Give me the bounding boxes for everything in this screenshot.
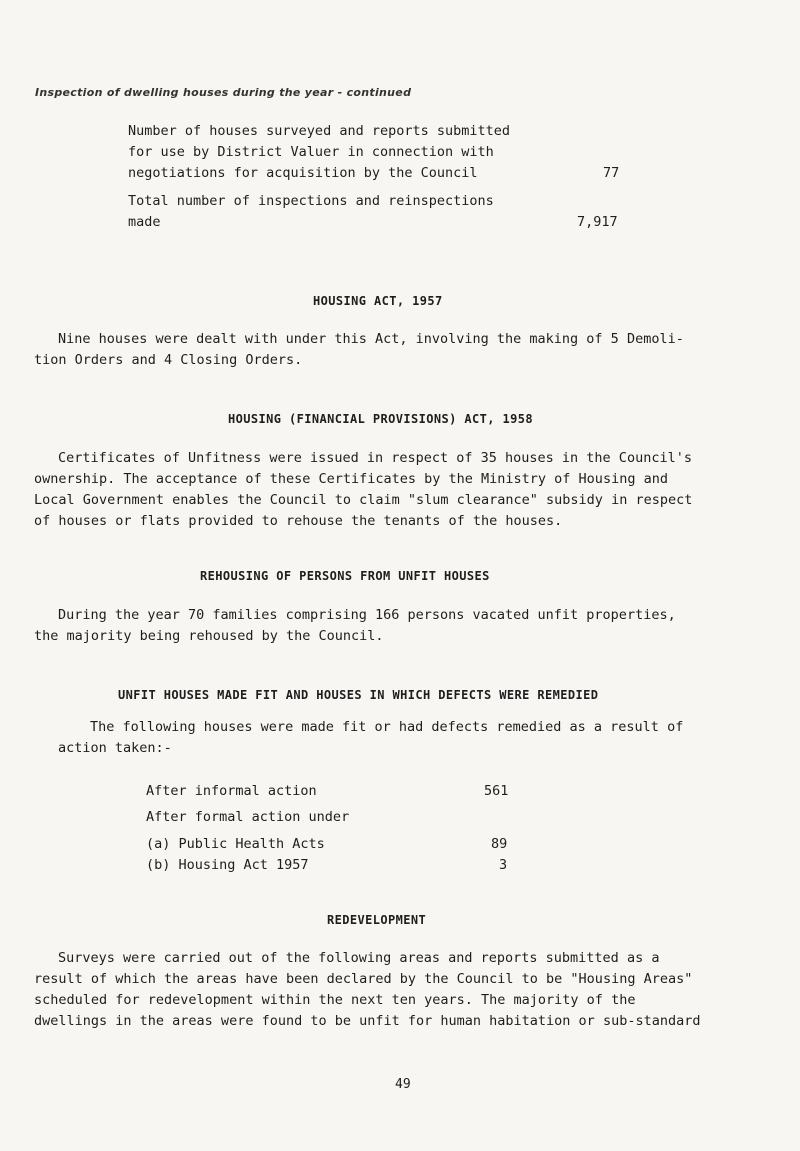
inspection-row-2-label-line-1: Total number of inspections and reinspections [128, 193, 494, 209]
financial-provisions-line-3: Local Government enables the Council to claim "slum clearance" subsidy in respect [34, 492, 693, 508]
rehousing-line-2: the majority being rehoused by the Council. [34, 628, 384, 644]
inspection-row-1-label-line-2: for use by District Valuer in connection with [128, 144, 494, 160]
formal-row-public-health-label: (a) Public Health Acts [146, 836, 325, 852]
inspection-row-2-label-line-2: made [128, 214, 161, 230]
financial-provisions-line-1: Certificates of Unfitness were issued in respect of 35 houses in the Council's [58, 450, 692, 466]
informal-action-label: After informal action [146, 783, 317, 799]
redevelopment-line-1: Surveys were carried out of the following areas and reports submitted as a [58, 950, 660, 966]
inspection-row-2-value: 7,917 [577, 214, 618, 230]
rehousing-heading: REHOUSING OF PERSONS FROM UNFIT HOUSES [200, 569, 490, 583]
redevelopment-heading: REDEVELOPMENT [327, 913, 427, 927]
running-head: Inspection of dwelling houses during the year - continued [35, 86, 412, 99]
unfit-houses-intro-line-2: action taken:- [58, 740, 172, 756]
inspection-row-1-label-line-3: negotiations for acquisition by the Council [128, 165, 478, 181]
housing-act-heading: HOUSING ACT, 1957 [313, 294, 443, 308]
formal-row-housing-act-value: 3 [499, 857, 508, 873]
formal-row-public-health-value: 89 [491, 836, 508, 852]
unfit-houses-intro-line-1: The following houses were made fit or had defects remedied as a result of [90, 719, 684, 735]
housing-act-line-1: Nine houses were dealt with under this Act, involving the making of 5 Demoli- [58, 331, 684, 347]
formal-row-housing-act-label: (b) Housing Act 1957 [146, 857, 309, 873]
financial-provisions-line-2: ownership. The acceptance of these Certificates by the Ministry of Housing and [34, 471, 668, 487]
housing-act-line-2: tion Orders and 4 Closing Orders. [34, 352, 303, 368]
formal-action-label: After formal action under [146, 809, 350, 825]
financial-provisions-heading: HOUSING (FINANCIAL PROVISIONS) ACT, 1958 [228, 412, 533, 426]
redevelopment-line-2: result of which the areas have been declared by the Council to be "Housing Areas" [34, 971, 693, 987]
unfit-houses-heading: UNFIT HOUSES MADE FIT AND HOUSES IN WHICH DEFECTS WERE REMEDIED [118, 688, 599, 702]
inspection-row-1-label-line-1: Number of houses surveyed and reports submitted [128, 123, 511, 139]
redevelopment-line-4: dwellings in the areas were found to be unfit for human habitation or sub-standard [34, 1013, 701, 1029]
page-number: 49 [395, 1077, 411, 1092]
redevelopment-line-3: scheduled for redevelopment within the next ten years. The majority of the [34, 992, 636, 1008]
financial-provisions-line-4: of houses or flats provided to rehouse the tenants of the houses. [34, 513, 563, 529]
informal-action-value: 561 [484, 783, 509, 799]
rehousing-line-1: During the year 70 families comprising 166 persons vacated unfit properties, [58, 607, 676, 623]
inspection-row-1-value: 77 [603, 165, 620, 181]
